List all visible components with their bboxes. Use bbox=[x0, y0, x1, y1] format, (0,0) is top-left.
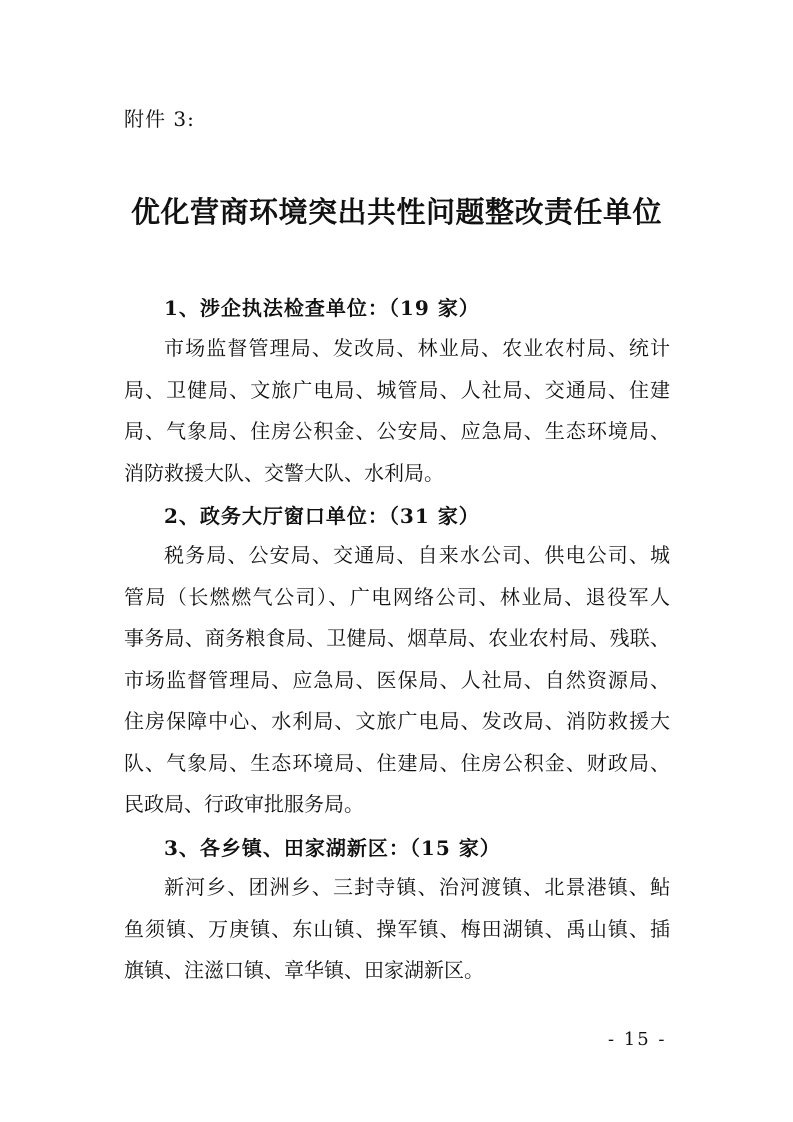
section-body-2 bbox=[124, 535, 670, 826]
section-heading-2: 2、政务大厅窗口单位：（31 家） bbox=[164, 504, 480, 528]
attachment-label: 附件 3: bbox=[124, 107, 195, 131]
body-line: 住房保障中心、水利局、文旅广电局、发改局、消防救援大 bbox=[124, 709, 670, 733]
body-line: 局、气象局、住房公积金、公安局、应急局、生态环境局、 bbox=[124, 419, 670, 443]
page-number: - 15 - bbox=[608, 1029, 667, 1050]
body-line: 事务局、商务粮食局、卫健局、烟草局、农业农村局、残联、 bbox=[124, 626, 670, 650]
body-line: 民政局、行政审批服务局。 bbox=[124, 792, 364, 816]
body-line: 消防救援大队、交警大队、水利局。 bbox=[124, 460, 444, 485]
document-title: 优化营商环境突出共性问题整改责任单位 bbox=[130, 195, 662, 229]
body-line: 市场监督管理局、发改局、林业局、农业农村局、统计 bbox=[164, 336, 670, 360]
section-heading-1: 1、涉企执法检查单位：（19 家） bbox=[164, 296, 480, 320]
body-line: 市场监督管理局、应急局、医保局、人社局、自然资源局、 bbox=[124, 667, 670, 692]
section-heading-3: 3、各乡镇、田家湖新区：（15 家） bbox=[164, 836, 501, 860]
body-line: 队、气象局、生态环境局、住建局、住房公积金、财政局、 bbox=[124, 750, 670, 775]
section-body-3 bbox=[124, 867, 670, 992]
body-line: 鱼须镇、万庚镇、东山镇、操军镇、梅田湖镇、禹山镇、插 bbox=[124, 916, 670, 941]
body-line: 管局（长燃燃气公司）、广电网络公司、林业局、退役军人 bbox=[124, 584, 670, 609]
body-line: 新河乡、团洲乡、三封寺镇、治河渡镇、北景港镇、鲇 bbox=[164, 875, 670, 899]
body-line: 税务局、公安局、交通局、自来水公司、供电公司、城 bbox=[164, 543, 670, 567]
body-line: 局、卫健局、文旅广电局、城管局、人社局、交通局、住建 bbox=[124, 377, 670, 402]
section-body-1 bbox=[124, 328, 670, 494]
body-line: 旗镇、注滋口镇、章华镇、田家湖新区。 bbox=[124, 958, 484, 982]
